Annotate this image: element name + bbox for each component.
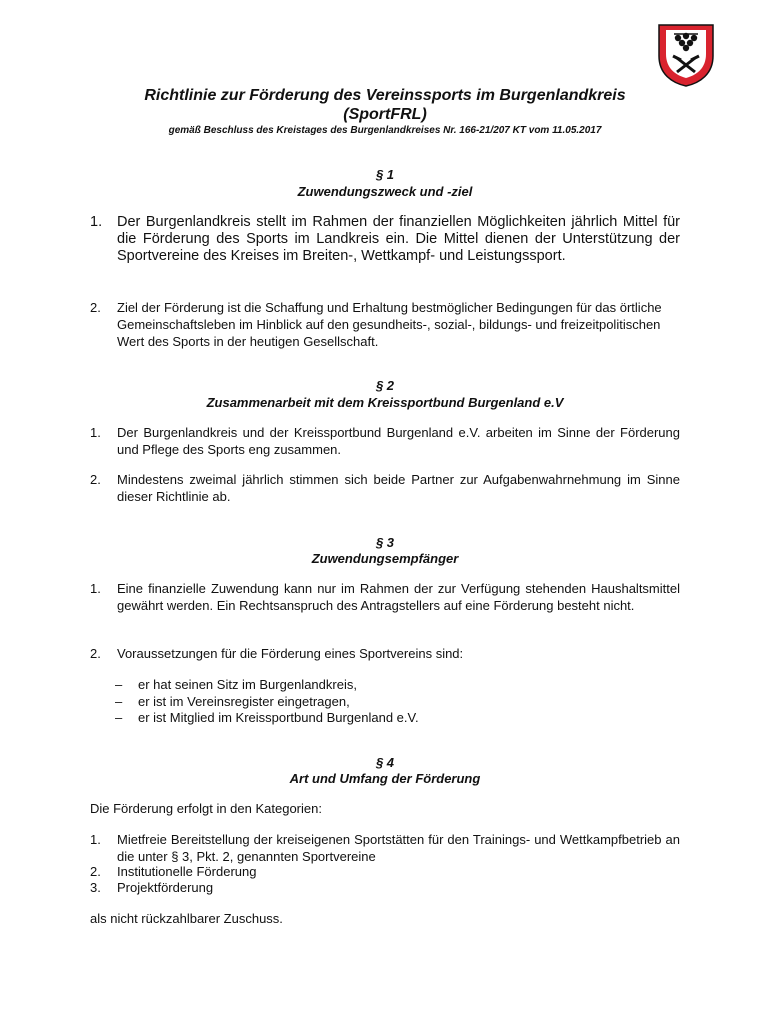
document-title-abbrev: (SportFRL) [343,106,427,123]
section-3-number: § 3 [375,535,395,550]
list-item [115,709,419,726]
item-text: Projektförderung [117,880,214,895]
section-4-item-3 [90,879,680,896]
list-item [115,676,357,693]
item-number: 2. [90,864,101,879]
list-item-text: er ist im Vereinsregister eingetragen, [138,694,350,709]
list-item-text: er ist Mitglied im Kreissportbund Burgenland e.V. [138,710,419,725]
list-item [115,693,350,710]
section-4-number: § 4 [375,755,395,770]
section-4-item-2 [90,863,680,880]
section-2-item-2 [90,471,680,505]
item-text: Voraussetzungen für die Förderung eines Sportvereins sind: [117,646,464,661]
section-2-title: Zusammenarbeit mit dem Kreissportbund Burgenland e.V [206,395,564,410]
item-text: Institutionelle Förderung [117,864,257,879]
section-4-title: Art und Umfang der Förderung [289,771,481,786]
item-number: 1. [90,425,101,440]
item-number: 1. [90,581,101,596]
section-3-item-1 [90,580,680,614]
item-text: Eine finanzielle Zuwendung kann nur im Rahmen der zur Verfügung stehenden Haushaltsmittel gewährt werden. Ein Rechtsanspruch des Antragstellers auf eine Förderung besteht nicht. [117,581,680,613]
coat-of-arms-icon [656,22,716,88]
item-text: Mindestens zweimal jährlich stimmen sich beide Partner zur Aufgabenwahrnehmung im Sinne dieser Richtlinie ab. [117,472,680,504]
section-1-item-1 [90,214,680,265]
dash-marker: – [115,694,123,709]
section-4-item-1 [90,831,680,865]
section-3-title: Zuwendungsempfänger [311,551,459,566]
section-4-outro: als nicht rückzahlbarer Zuschuss. [90,911,283,926]
section-3-item-2 [90,645,680,662]
document-subtitle: gemäß Beschluss des Kreistages des Burgenlandkreises Nr. 166-21/207 KT vom 11.05.2017 [168,125,602,136]
item-number: 2. [90,472,101,487]
item-number: 2. [90,646,101,661]
section-4-intro: Die Förderung erfolgt in den Kategorien: [90,801,322,816]
document-title: Richtlinie zur Förderung des Vereinssports im Burgenlandkreis [144,87,626,104]
dash-marker: – [115,710,123,725]
item-text: Ziel der Förderung ist die Schaffung und Erhaltung bestmöglicher Bedingungen für das örtliche Gemeinschaftsleben im Hinblick auf den gesundheits-, sozial-, bildungs- und freizeitpolitischen Wert des Sports in der heutigen Gesellschaft. [117,300,662,349]
section-2-number: § 2 [375,378,395,393]
section-1-item-2 [90,299,680,350]
item-number: 3. [90,880,101,895]
item-number: 1. [90,214,103,230]
item-text: Der Burgenlandkreis und der Kreissportbund Burgenland e.V. arbeiten im Sinne der Förderung und Pflege des Sports eng zusammen. [117,425,680,457]
item-text: Mietfreie Bereitstellung der kreiseigenen Sportstätten für den Trainings- und Wettkampfbetrieb an die unter § 3, Pkt. 2, genannten Sportvereine [117,832,680,864]
section-1-number: § 1 [375,167,395,182]
item-number: 1. [90,832,101,847]
item-number: 2. [90,300,101,315]
section-1-title: Zuwendungszweck und -ziel [297,184,473,199]
dash-marker: – [115,677,123,692]
list-item-text: er hat seinen Sitz im Burgenlandkreis, [138,677,357,692]
section-2-item-1 [90,424,680,458]
item-text: Der Burgenlandkreis stellt im Rahmen der finanziellen Möglichkeiten jährlich Mittel für die Förderung des Sports im Landkreis ein. Die Mittel dienen der Unterstützung der Sportvereine des Kreises im Breiten-, Wettkampf- und Leistungssport. [117,214,680,264]
